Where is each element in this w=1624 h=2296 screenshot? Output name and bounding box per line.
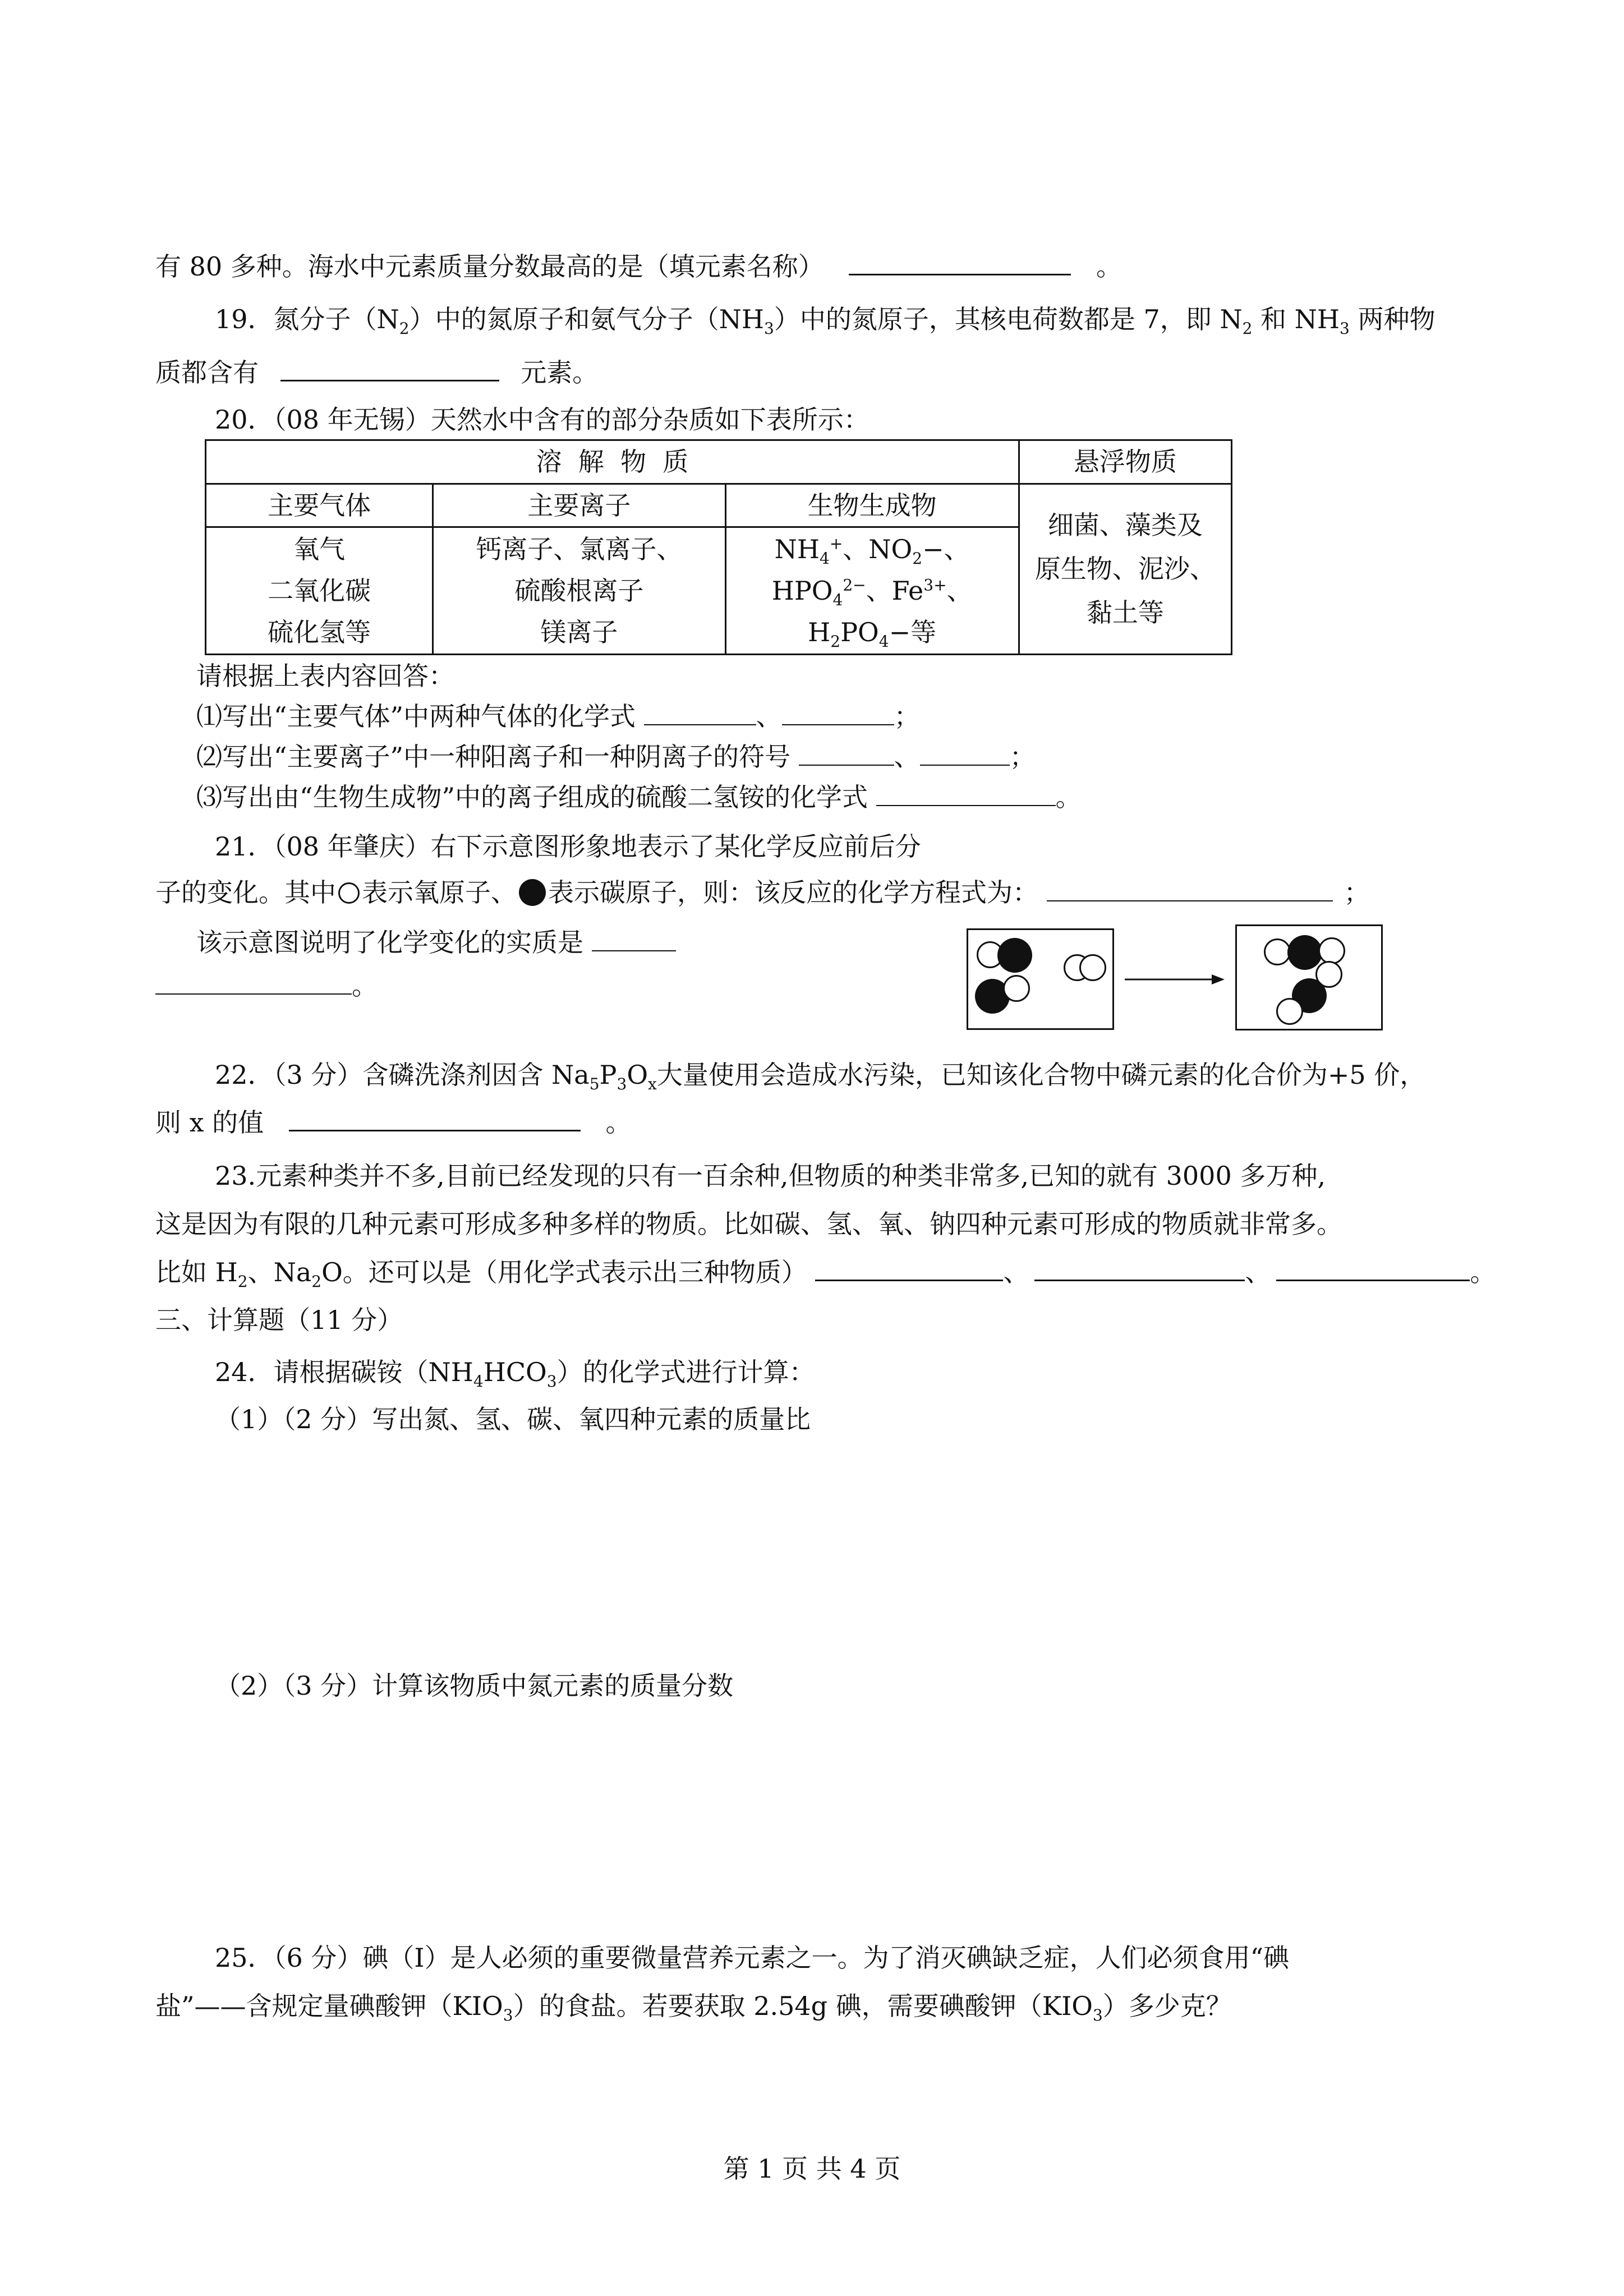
q23-line3	[155, 1255, 1496, 1289]
q24-line1	[215, 1355, 815, 1389]
q25-line1: 25．（6 分）碘（I）是人必须的重要微量营养元素之一。为了消灭碘缺乏症，人们必须食用“碘	[215, 1943, 1290, 1973]
bio-row-2: $HPO_4^{2-}$、$Fe^{3+}$、	[771, 576, 973, 610]
q20-q3-text: ⑶写出由“生物生成物”中的离子组成的硫酸二氢铵的化学式	[196, 782, 868, 812]
q19-l1a: 19．氮分子（N	[215, 304, 399, 334]
col-ion-header: 主要离子	[433, 484, 725, 527]
q22-l1c: O	[627, 1060, 648, 1090]
q21-line4	[155, 969, 378, 1002]
q23-sep: 、	[1245, 1257, 1271, 1287]
q24-l1b: HCO	[483, 1357, 547, 1387]
q23-l3b: 、Na	[247, 1257, 312, 1287]
q20-q3-blank[interactable]	[876, 780, 1056, 806]
q18-tail	[155, 249, 1122, 283]
q21-l3: 该示意图说明了化学变化的实质是	[196, 927, 583, 958]
oxygen-atom-icon	[1318, 937, 1345, 964]
q24-l1a: 24．请根据碳铵（NH	[215, 1357, 473, 1387]
q22-sub: 3	[617, 1075, 627, 1094]
q25-sub: 3	[1092, 2006, 1103, 2025]
q25-line2	[155, 1989, 1232, 2023]
carbon-atom-icon	[997, 938, 1032, 973]
q23-line2: 这是因为有限的几种元素可形成多种多样的物质。比如碳、氢、氧、钠四种元素可形成的物质就非常多。	[155, 1209, 1342, 1239]
col-gas-header: 主要气体	[206, 484, 433, 527]
q23-line1: 23.元素种类并不多,目前已经发现的只有一百余种,但物质的种类非常多,已知的就有 3000 多万种,	[215, 1161, 1326, 1191]
q21-essence-blank-1[interactable]	[592, 926, 676, 951]
q23-l3a: 比如 H	[155, 1257, 238, 1287]
q20-q3	[196, 780, 1082, 814]
q18-blank[interactable]	[849, 249, 1071, 275]
q19-blank[interactable]	[280, 355, 499, 381]
q24-part1: （1）（2 分）写出氮、氢、碳、氧四种元素的质量比	[215, 1404, 811, 1434]
q19-sub: 2	[399, 319, 410, 338]
q20-semi: ；	[1009, 742, 1036, 772]
q21-equation-blank[interactable]	[1047, 876, 1333, 901]
carbon-atom-icon	[519, 879, 546, 906]
q22-end: 。	[605, 1107, 632, 1138]
q25-l2a: 盐”——含规定量碘酸钾（KIO	[155, 1991, 503, 2021]
col-bio-header: 生物生成物	[725, 484, 1019, 527]
q18-text: 有 80 多种。海水中元素质量分数最高的是（填元素名称）	[155, 251, 824, 282]
q19-sub: 3	[1340, 319, 1350, 338]
gas-cell	[206, 527, 433, 655]
section-3-heading: 三、计算题（11 分）	[155, 1305, 403, 1335]
q25-l2b: ）的食盐。若要获取 2.54g 碘，需要碘酸钾（KIO	[513, 1991, 1093, 2021]
q22-l1a: 22．（3 分）含磷洗涤剂因含 Na	[215, 1060, 590, 1090]
q19-l1d: 和 NH	[1252, 304, 1340, 334]
ion-row: 钙离子、氯离子、	[476, 534, 683, 565]
impurities-table	[205, 439, 1232, 655]
q20-q1	[196, 700, 920, 733]
gas-row: 氧气	[293, 534, 346, 565]
q20-prompt: 请根据上表内容回答：	[196, 661, 454, 691]
q22-l1d: 大量使用会造成水污染，已知该化合物中磷元素的化合价为+5 价，	[656, 1060, 1426, 1090]
q25-sub: 3	[503, 2006, 513, 2025]
gas-row: 二氧化碳	[268, 576, 371, 606]
q21-line1: 21．（08 年肇庆）右下示意图形象地表示了某化学反应前后分	[215, 831, 921, 862]
q22-line1	[215, 1058, 1425, 1092]
q23-sub: 2	[311, 1272, 322, 1291]
q23-blank-3[interactable]	[1276, 1255, 1470, 1281]
q20-q2-blank-2[interactable]	[920, 740, 1010, 766]
q21-line2	[155, 876, 1370, 909]
oxygen-atom-icon	[1276, 998, 1303, 1025]
q23-blank-2[interactable]	[1034, 1255, 1245, 1281]
q22-blank[interactable]	[289, 1105, 581, 1131]
q20-q2-blank-1[interactable]	[799, 740, 894, 766]
q21-end: 。	[352, 970, 378, 1001]
bio-cell	[725, 527, 1019, 655]
q24-sub: 4	[473, 1372, 484, 1391]
q22-sub: 5	[589, 1075, 600, 1094]
ion-row: 镁离子	[540, 617, 618, 648]
q22-l2a: 则 x 的值	[155, 1107, 264, 1138]
q20-sep: 、	[894, 742, 920, 772]
q19-line2	[155, 355, 598, 389]
q22-line2	[155, 1105, 631, 1139]
q21-l2b: 表示氧原子、	[362, 877, 517, 908]
q22-l1b: P	[599, 1060, 617, 1090]
products-box	[1235, 924, 1383, 1030]
susp-row: 原生物、泥沙、	[1034, 554, 1216, 585]
q20-q1-text: ⑴写出“主要气体”中两种气体的化学式	[196, 701, 636, 731]
q20-q1-blank-2[interactable]	[782, 700, 894, 725]
q22-sub: x	[648, 1075, 657, 1094]
q24-part2: （2）（3 分）计算该物质中氮元素的质量分数	[215, 1671, 734, 1701]
reactants-box	[967, 928, 1114, 1030]
oxygen-atom-icon	[338, 882, 360, 904]
q23-end: 。	[1470, 1257, 1496, 1287]
oxygen-atom-icon	[1079, 954, 1106, 981]
q19-l2b: 元素。	[521, 357, 599, 388]
q20-q1-blank-1[interactable]	[644, 700, 756, 725]
q21-essence-blank-2[interactable]	[155, 969, 352, 995]
q19-l1b: ）中的氮原子和氨气分子（NH	[409, 304, 764, 334]
q21-l2c: 表示碳原子，则：该反应的化学方程式为：	[548, 877, 1038, 908]
q23-sep: 、	[1003, 1257, 1029, 1287]
q18-end: 。	[1096, 251, 1122, 282]
carbon-atom-icon	[1287, 935, 1322, 970]
bio-row-1: $NH_4^+$、$NO_2-$、	[774, 534, 970, 568]
q20-semi: ；	[894, 701, 920, 731]
page-footer: 第 1 页 共 4 页	[723, 2154, 901, 2184]
ion-row: 硫酸根离子	[514, 576, 644, 606]
suspended-cell	[1019, 484, 1231, 654]
q20-q2	[196, 740, 1036, 774]
q20-sep: 、	[756, 701, 782, 731]
q25-l2c: ）多少克？	[1102, 1991, 1232, 2021]
q23-blank-1[interactable]	[815, 1255, 1003, 1281]
oxygen-atom-icon	[1003, 975, 1030, 1002]
q19-line1	[215, 302, 1435, 336]
q24-l1c: ）的化学式进行计算：	[556, 1357, 815, 1387]
q19-sub: 3	[764, 319, 774, 338]
q24-sub: 3	[546, 1372, 557, 1391]
q21-l2a: 子的变化。其中	[155, 877, 336, 908]
bio-row-3: $H_2PO_4-$等	[808, 617, 937, 651]
q20-period: 。	[1055, 782, 1082, 812]
suspended-header: 悬浮物质	[1019, 440, 1231, 484]
q20-q2-text: ⑵写出“主要离子”中一种阳离子和一种阴离子的符号	[196, 742, 791, 772]
susp-row: 细菌、藻类及	[1047, 510, 1203, 541]
q19-l1c: ）中的氮原子，其核电荷数都是 7，即 N	[774, 304, 1243, 334]
q19-sub: 2	[1242, 319, 1253, 338]
q23-sub: 2	[237, 1272, 248, 1291]
ion-cell	[433, 527, 725, 655]
q19-l1e: 两种物	[1349, 304, 1436, 334]
q20-intro: 20．（08 年无锡）天然水中含有的部分杂质如下表所示：	[215, 404, 869, 435]
oxygen-atom-icon	[1264, 938, 1291, 965]
dissolved-header: 溶 解 物 质	[206, 440, 1019, 484]
susp-row: 黏土等	[1086, 597, 1164, 628]
gas-row: 硫化氢等	[268, 617, 371, 648]
q23-l3c: O。还可以是（用化学式表示出三种物质）	[321, 1257, 807, 1287]
q21-line3	[196, 926, 676, 959]
q21-semi: ；	[1344, 877, 1370, 908]
q19-l2a: 质都含有	[155, 357, 259, 388]
reaction-arrow-icon	[1125, 964, 1226, 981]
